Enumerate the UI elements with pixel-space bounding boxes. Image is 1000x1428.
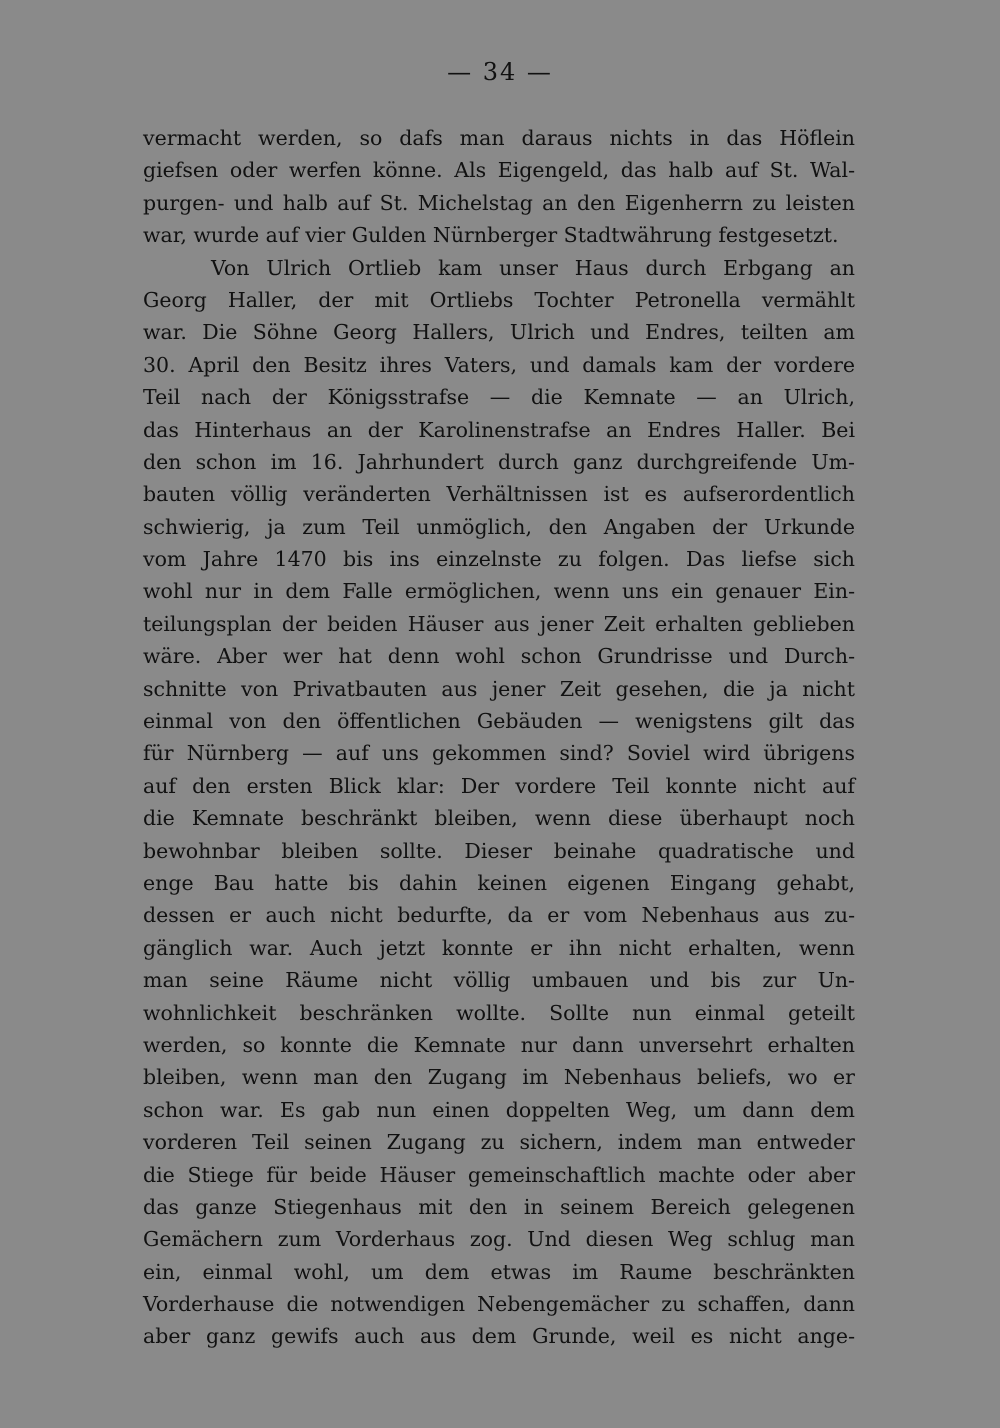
paragraph-first-line: Von Ulrich Ortlieb kam unser Haus durch Erbgang an xyxy=(211,255,855,280)
text-line: bauten völlig veränderten Verhältnissen ist es aufserordentlich xyxy=(143,482,855,507)
text-line: ein, einmal wohl, um dem etwas im Raume beschränkten xyxy=(143,1259,855,1284)
text-line: wohl nur in dem Falle ermöglichen, wenn uns ein genauer Ein- xyxy=(143,579,855,604)
text-line: war, wurde auf vier Gulden Nürnberger Stadtwährung festgesetzt. xyxy=(143,223,839,248)
text-line: purgen- und halb auf St. Michelstag an den Eigenherrn zu leisten xyxy=(143,190,855,215)
body-text xyxy=(143,122,855,1353)
page-number: — 34 — xyxy=(447,58,553,86)
text-line: man seine Räume nicht völlig umbauen und bis zur Un- xyxy=(143,968,855,993)
text-line: aber ganz gewifs auch aus dem Grunde, weil es nicht ange- xyxy=(143,1324,855,1349)
text-line: werden, so konnte die Kemnate nur dann unversehrt erhalten xyxy=(143,1032,855,1057)
text-line: teilungsplan der beiden Häuser aus jener Zeit erhalten geblieben xyxy=(143,611,855,636)
text-line: Gemächern zum Vorderhaus zog. Und diesen Weg schlug man xyxy=(143,1227,855,1252)
text-line: die Kemnate beschränkt bleiben, wenn diese überhaupt noch xyxy=(143,806,855,831)
text-line: wohnlichkeit beschränken wollte. Sollte nun einmal geteilt xyxy=(143,1000,855,1025)
text-line: dessen er auch nicht bedurfte, da er vom Nebenhaus aus zu- xyxy=(143,903,855,928)
text-line: vorderen Teil seinen Zugang zu sichern, indem man entweder xyxy=(143,1130,855,1155)
text-line: gänglich war. Auch jetzt konnte er ihn nicht erhalten, wenn xyxy=(143,935,855,960)
text-line: das Hinterhaus an der Karolinenstrafse an Endres Haller. Bei xyxy=(143,417,855,442)
text-line: schwierig, ja zum Teil unmöglich, den Angaben der Urkunde xyxy=(143,514,855,539)
text-line: Georg Haller, der mit Ortliebs Tochter Petronella vermählt xyxy=(143,287,855,312)
text-line: bleiben, wenn man den Zugang im Nebenhaus beliefs, wo er xyxy=(143,1065,855,1090)
text-line: 30. April den Besitz ihres Vaters, und damals kam der vordere xyxy=(143,352,855,377)
text-line: enge Bau hatte bis dahin keinen eigenen Eingang gehabt, xyxy=(143,870,855,895)
text-line: den schon im 16. Jahrhundert durch ganz durchgreifende Um- xyxy=(143,449,855,474)
text-line: die Stiege für beide Häuser gemeinschaftlich machte oder aber xyxy=(143,1162,855,1187)
text-line: einmal von den öffentlichen Gebäuden — wenigstens gilt das xyxy=(143,709,855,734)
text-line: wäre. Aber wer hat denn wohl schon Grundrisse und Durch- xyxy=(143,644,855,669)
text-line: war. Die Söhne Georg Hallers, Ulrich und Endres, teilten am xyxy=(143,320,855,345)
text-line: das ganze Stiegenhaus mit den in seinem Bereich gelegenen xyxy=(143,1194,855,1219)
text-line: vermacht werden, so dafs man daraus nichts in das Höflein xyxy=(143,126,855,150)
text-line: auf den ersten Blick klar: Der vordere Teil konnte nicht auf xyxy=(143,773,855,798)
text-line: bewohnbar bleiben sollte. Dieser beinahe quadratische und xyxy=(143,838,855,863)
text-line: Teil nach der Königsstrafse — die Kemnate — an Ulrich, xyxy=(143,385,855,410)
text-line: giefsen oder werfen könne. Als Eigengeld, das halb auf St. Wal- xyxy=(143,158,855,183)
text-line: für Nürnberg — auf uns gekommen sind? Soviel wird übrigens xyxy=(143,741,855,766)
text-line: schon war. Es gab nun einen doppelten Weg, um dann dem xyxy=(143,1097,855,1122)
text-line: schnitte von Privatbauten aus jener Zeit gesehen, die ja nicht xyxy=(143,676,855,701)
text-line: vom Jahre 1470 bis ins einzelnste zu folgen. Das liefse sich xyxy=(143,547,855,572)
text-line: Vorderhause die notwendigen Nebengemächer zu schaffen, dann xyxy=(143,1292,855,1317)
